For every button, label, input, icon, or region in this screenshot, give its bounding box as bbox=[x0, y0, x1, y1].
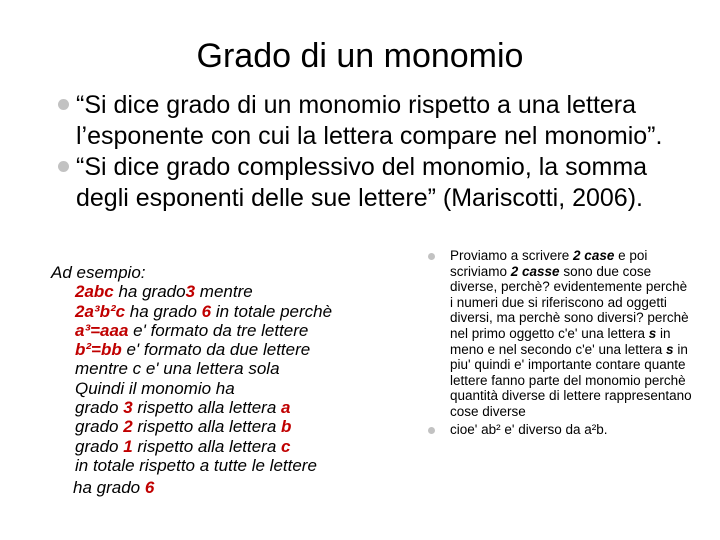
power-expansion: b²=bb bbox=[75, 340, 122, 360]
side-note-text: cioe' ab² e' diverso da a²b. bbox=[450, 421, 608, 437]
slide-title: Grado di un monomio bbox=[196, 37, 524, 75]
example-text: ha grado bbox=[73, 478, 145, 498]
emphasis-text: s bbox=[666, 341, 674, 357]
degree-value: 3 bbox=[185, 282, 196, 302]
degree-value: 3 bbox=[123, 398, 133, 418]
example-line: mentre c e' una lettera sola bbox=[75, 359, 280, 379]
emphasis-text: s bbox=[648, 325, 657, 341]
degree-value: 2 bbox=[123, 417, 133, 437]
example-text: rispetto alla lettera bbox=[132, 436, 282, 456]
example-line: in totale rispetto a tutte le lettere bbox=[75, 455, 317, 475]
variable-letter: a bbox=[281, 398, 291, 418]
example-text: rispetto alla lettera bbox=[132, 417, 282, 437]
example-line bbox=[51, 417, 411, 436]
example-block bbox=[51, 263, 411, 498]
variable-letter: b bbox=[281, 417, 292, 437]
definition-item bbox=[56, 152, 696, 214]
example-text: rispetto alla lettera bbox=[132, 398, 282, 418]
example-text: grado bbox=[75, 417, 124, 437]
side-note-text: in meno e nel secondo c'e' una lettera bbox=[450, 325, 671, 357]
bullet-icon bbox=[428, 427, 435, 434]
definition-item bbox=[56, 90, 696, 152]
example-text: e' formato da due lettere bbox=[121, 340, 311, 360]
power-expansion: a³=aaa bbox=[75, 320, 129, 340]
example-text: mentre bbox=[195, 282, 253, 302]
example-intro: Ad esempio: bbox=[51, 263, 146, 282]
example-line bbox=[51, 340, 411, 359]
side-notes bbox=[426, 248, 692, 437]
definition-text: “Si dice grado complessivo del monomio, la somma degli esponenti delle sue lettere” (Mariscotti, 2006). bbox=[76, 153, 648, 212]
bullet-icon bbox=[428, 253, 435, 260]
emphasis-text: 2 case bbox=[573, 248, 615, 263]
bullet-icon bbox=[58, 99, 69, 110]
example-text: ha grado bbox=[113, 282, 186, 302]
monomial: 2abc bbox=[75, 282, 114, 302]
example-line bbox=[51, 437, 411, 456]
side-note-text: e poi scriviamo bbox=[450, 248, 648, 279]
emphasis-text: 2 casse bbox=[510, 263, 560, 279]
side-note-item bbox=[426, 422, 692, 438]
monomial: 2a³b²c bbox=[75, 301, 126, 321]
degree-value: 6 bbox=[201, 301, 212, 321]
definition-list bbox=[56, 90, 696, 214]
definition-text: “Si dice grado di un monomio rispetto a una lettera l’esponente con cui la lettera compare nel monomio”. bbox=[76, 91, 663, 150]
example-text: in totale perchè bbox=[211, 301, 333, 321]
example-line: Quindi il monomio ha bbox=[75, 378, 235, 398]
variable-letter: c bbox=[281, 436, 291, 456]
degree-value: 1 bbox=[123, 436, 133, 456]
example-text: grado bbox=[75, 436, 124, 456]
example-text: e' formato da tre lettere bbox=[128, 320, 309, 340]
side-note-item bbox=[426, 248, 692, 420]
bullet-icon bbox=[58, 161, 69, 172]
side-note-text: in piu' quindi e' importante contare quante lettere fanno parte del monomio perchè quantità diverse di lettere rappresentano cose diverse bbox=[450, 341, 692, 419]
example-line bbox=[51, 302, 411, 321]
degree-value: 6 bbox=[144, 478, 155, 498]
side-note-text: sono due cose diverse, perchè? evidentemente perchè i numeri due si riferiscono ad oggetti diversi, ma perchè sono diversi? perchè nel primo oggetto c'e' una lettera bbox=[450, 263, 689, 341]
example-line bbox=[51, 398, 411, 417]
example-line bbox=[51, 478, 411, 497]
example-text: grado bbox=[75, 398, 124, 418]
example-line bbox=[51, 321, 411, 340]
example-line bbox=[51, 282, 411, 301]
side-note-text: Proviamo a scrivere bbox=[450, 248, 574, 263]
example-text: ha grado bbox=[125, 301, 202, 321]
